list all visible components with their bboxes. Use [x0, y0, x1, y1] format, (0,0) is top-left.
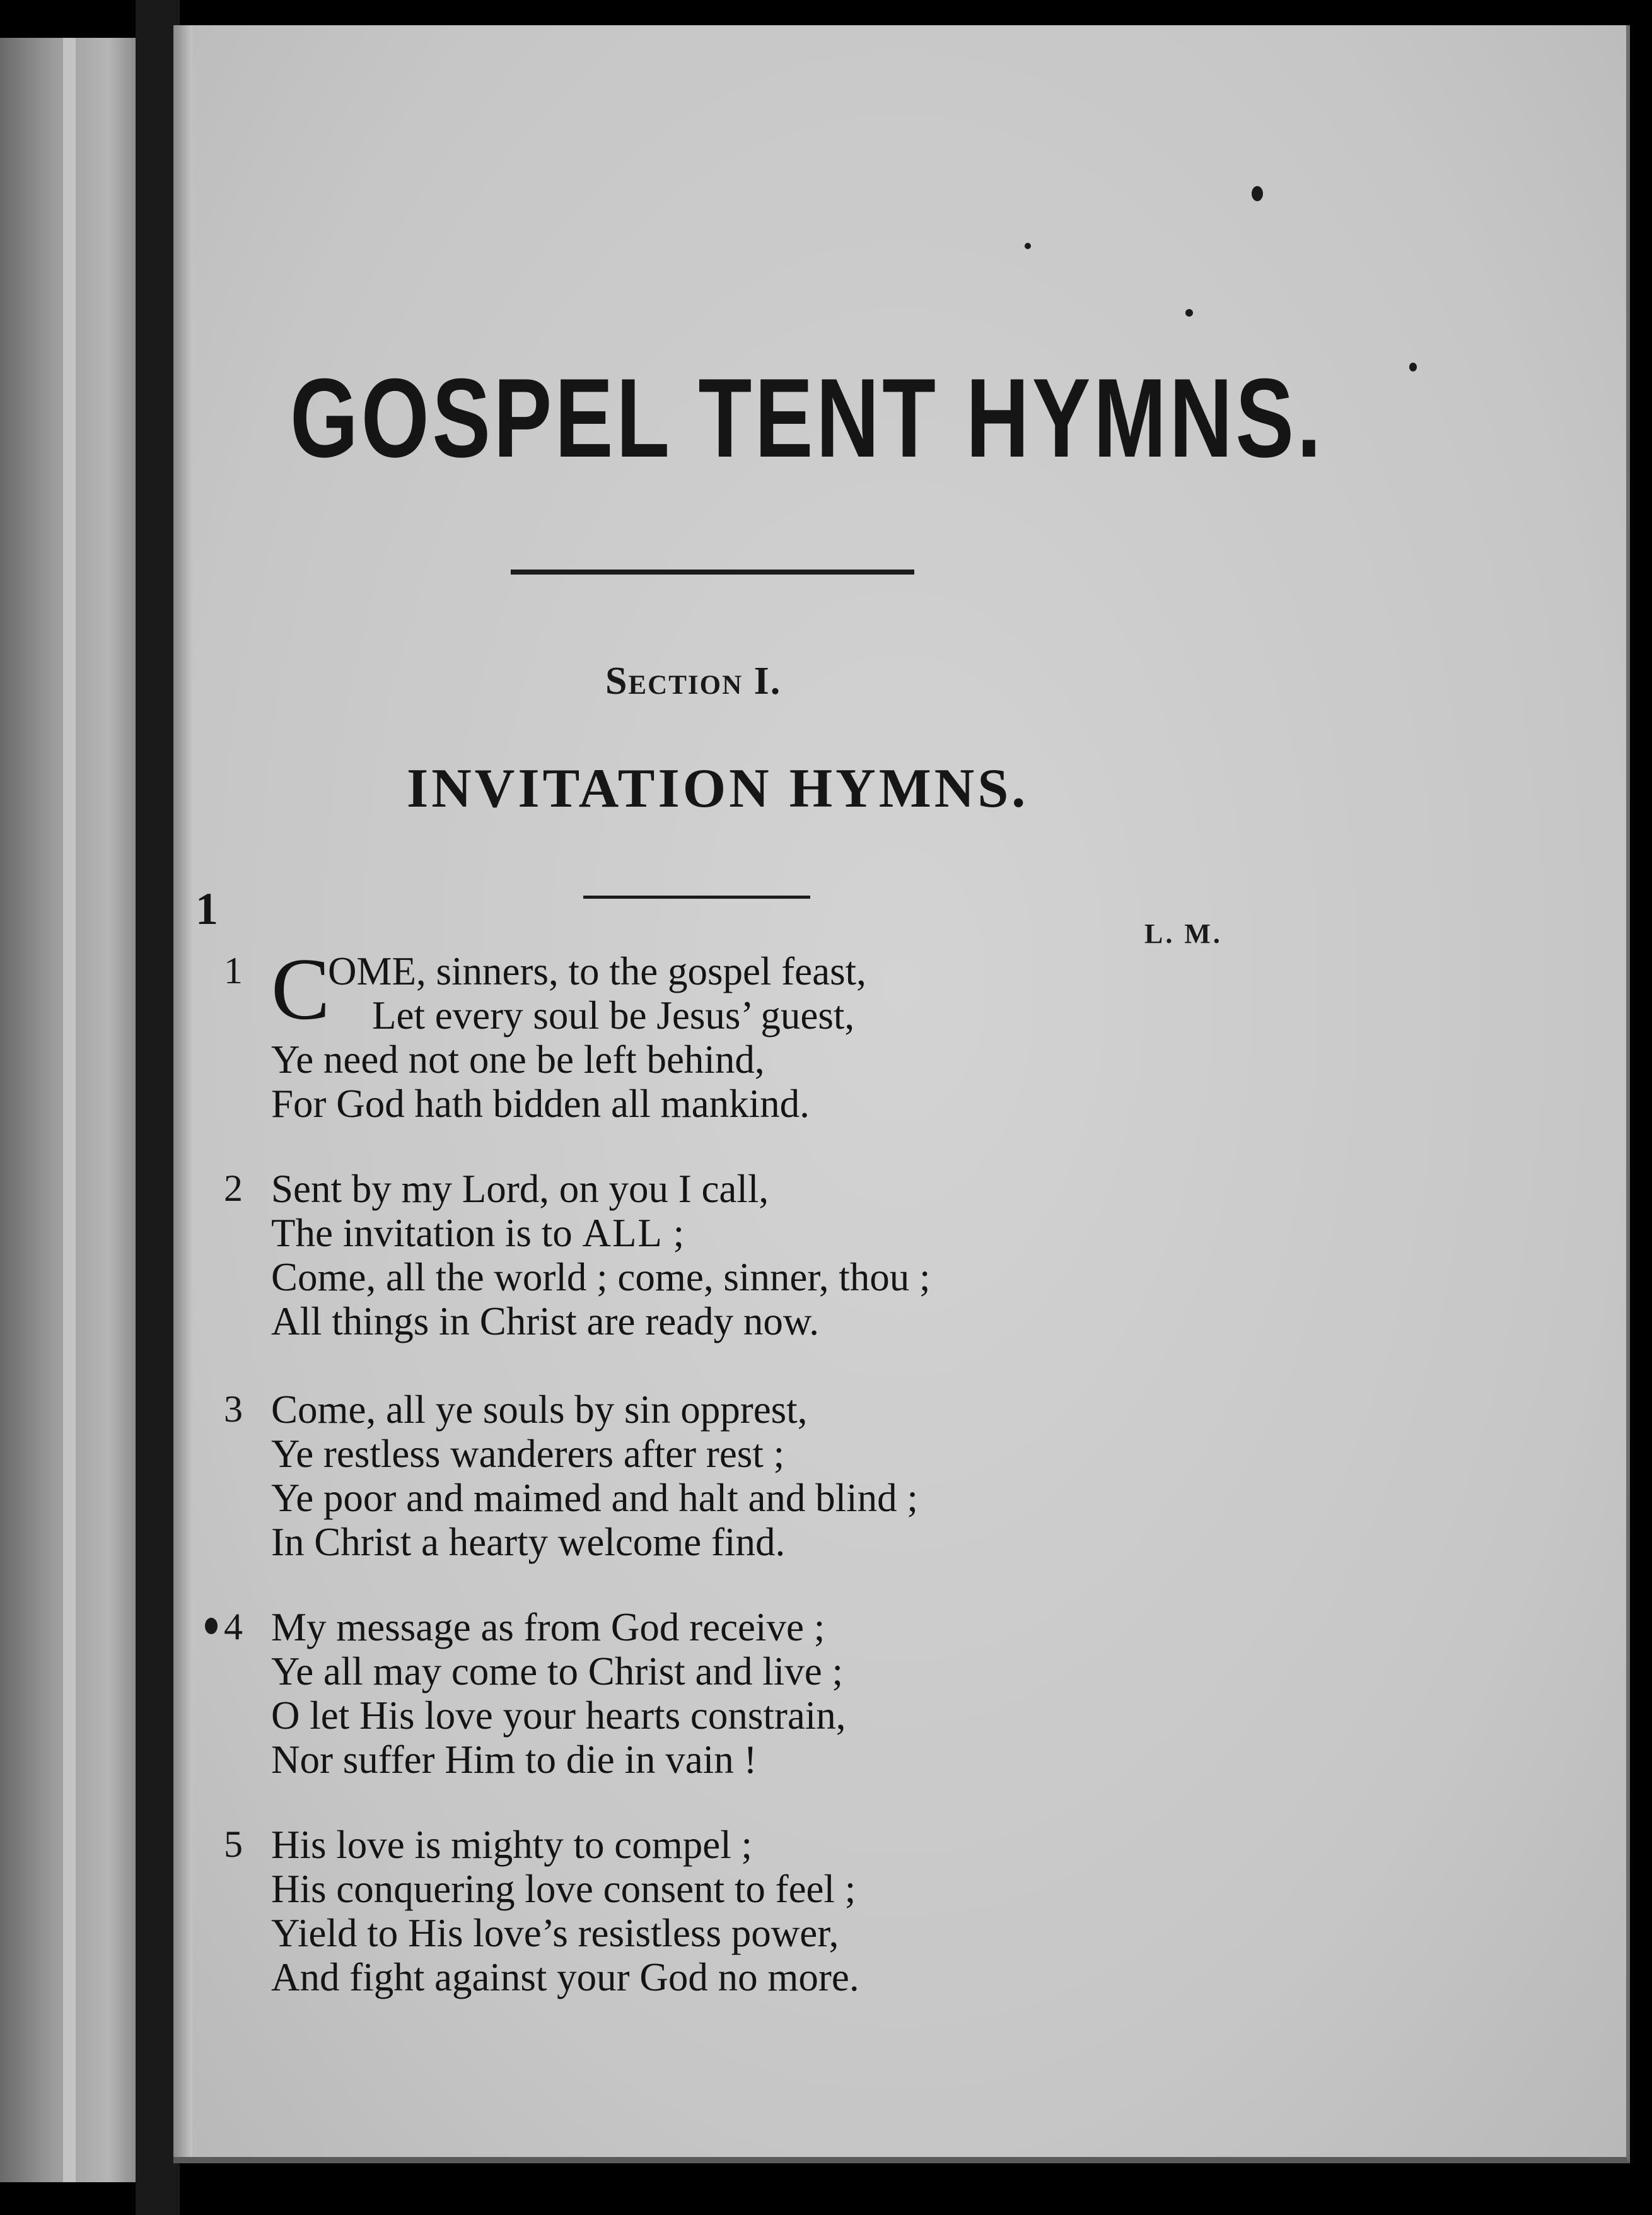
verse-line: Ye need not one be left behind,: [271, 1037, 765, 1082]
hymn-number: 1: [195, 884, 218, 934]
page-title: GOSPEL TENT HYMNS.: [290, 355, 1324, 481]
verse-line: Ye poor and maimed and halt and blind ;: [271, 1476, 918, 1520]
verse-number: 3: [224, 1388, 243, 1430]
page-edge-shadow: [173, 25, 192, 2157]
section-heading: Section I.: [605, 660, 782, 703]
verse-line: My message as from God receive ;: [271, 1605, 825, 1649]
adjacent-page: [0, 38, 136, 2182]
verse-number: 1: [224, 950, 243, 991]
verse-line-text: The invitation is to: [271, 1211, 573, 1255]
scan-speck: [1409, 363, 1417, 371]
verse-lines: [271, 1605, 846, 1782]
verse-line: OME, sinners, to the gospel feast,: [328, 949, 866, 993]
verse-line: O let His love your hearts constrain,: [271, 1693, 846, 1738]
verse-lines: [271, 1823, 859, 1999]
verse-line: In Christ a hearty welcome find.: [271, 1520, 786, 1564]
verse-number: 2: [224, 1167, 243, 1209]
title-rule: [511, 570, 914, 575]
verse-line: All things in Christ are ready now.: [271, 1299, 820, 1343]
verse-lines: [271, 1167, 931, 1343]
verse-line: His love is mighty to compel ;: [271, 1823, 752, 1867]
verse-line: Sent by my Lord, on you I call,: [271, 1167, 769, 1211]
scan-speck: [205, 1618, 218, 1634]
verse-line: Come, all the world ; come, sinner, thou ;: [271, 1255, 931, 1299]
verse-line: Let every soul be Jesus’ guest,: [372, 993, 855, 1037]
scan-speck: [1252, 186, 1263, 201]
verse-lines: [271, 1388, 918, 1564]
verse-number: 4: [224, 1606, 243, 1647]
verse-line: And fight against your God no more.: [271, 1955, 859, 1999]
verse-lines: [271, 949, 866, 1126]
verse-line: Come, all ye souls by sin opprest,: [271, 1388, 808, 1432]
verse-line: For God hath bidden all mankind.: [271, 1082, 810, 1126]
hymn-group-title: INVITATION HYMNS.: [407, 758, 1029, 819]
emphasis-word: ALL: [582, 1211, 663, 1255]
verse-line: Yield to His love’s resistless power,: [271, 1911, 839, 1955]
drop-cap: C: [271, 940, 330, 1038]
verse-line: [271, 1211, 931, 1255]
verse-line: Ye all may come to Christ and live ;: [271, 1649, 843, 1693]
adjacent-page-edge: [63, 38, 76, 2182]
hymn-meter: L. M.: [1144, 918, 1223, 949]
scan-speck: [1185, 309, 1193, 317]
verse-line: His conquering love consent to feel ;: [271, 1867, 856, 1911]
scan-speck: [1025, 243, 1031, 249]
verse-number: 5: [224, 1823, 243, 1865]
punctuation: ;: [663, 1211, 685, 1255]
heading-rule: [583, 896, 810, 899]
verse-line: Ye restless wanderers after rest ;: [271, 1432, 785, 1476]
verse-line: Nor suffer Him to die in vain !: [271, 1738, 757, 1782]
